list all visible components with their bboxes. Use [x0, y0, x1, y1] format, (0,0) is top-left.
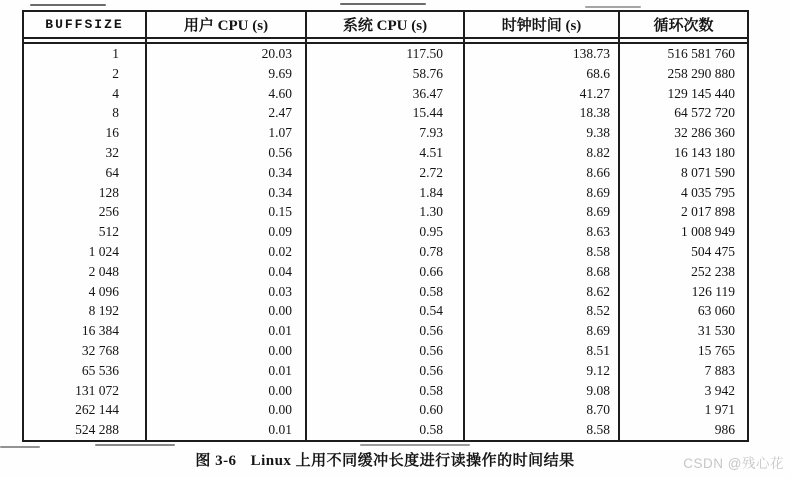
cell-sys_cpu: 0.60 — [306, 400, 464, 420]
cell-buffsize: 128 — [23, 183, 146, 203]
cell-user_cpu: 0.15 — [146, 202, 306, 222]
table-row — [23, 43, 748, 64]
cell-loops: 31 530 — [697, 323, 735, 339]
table-row — [23, 183, 748, 203]
table-row — [23, 262, 748, 282]
cell-user_cpu: 1.07 — [146, 123, 306, 143]
cell-sys_cpu: 4.51 — [306, 143, 464, 163]
cell-buffsize: 4 096 — [23, 282, 146, 302]
cell-loops: 4 035 795 — [681, 184, 735, 200]
cell-sys_cpu: 15.44 — [306, 103, 464, 123]
cell-buffsize: 16 384 — [23, 321, 146, 341]
cell-user_cpu: 0.01 — [146, 321, 306, 341]
cell-loops: 129 145 440 — [667, 85, 735, 101]
cell-user_cpu: 4.60 — [146, 84, 306, 104]
cell-clock_time: 8.68 — [464, 262, 619, 282]
cell-clock_time: 8.58 — [464, 242, 619, 262]
cell-user_cpu: 0.02 — [146, 242, 306, 262]
cell-clock_time: 9.08 — [464, 381, 619, 401]
table-row — [23, 143, 748, 163]
cell-sys_cpu: 1.84 — [306, 183, 464, 203]
cell-sys_cpu: 0.56 — [306, 361, 464, 381]
cell-sys_cpu: 0.78 — [306, 242, 464, 262]
cell-loops: 64 572 720 — [674, 105, 735, 121]
cell-buffsize: 512 — [23, 222, 146, 242]
cell-sys_cpu: 0.58 — [306, 420, 464, 441]
table-row — [23, 341, 748, 361]
cell-sys_cpu: 0.58 — [306, 381, 464, 401]
cell-user_cpu: 0.00 — [146, 381, 306, 401]
table-row — [23, 242, 748, 262]
cell-loops: 516 581 760 — [667, 46, 735, 61]
cell-user_cpu: 0.56 — [146, 143, 306, 163]
cell-clock_time: 9.38 — [464, 123, 619, 143]
cell-clock_time: 8.66 — [464, 163, 619, 183]
cell-loops: 2 017 898 — [681, 204, 735, 220]
cell-clock_time: 8.69 — [464, 183, 619, 203]
table-row — [23, 420, 748, 441]
cell-user_cpu: 0.01 — [146, 420, 306, 441]
cell-clock_time: 8.82 — [464, 143, 619, 163]
table-row — [23, 321, 748, 341]
cell-buffsize: 8 192 — [23, 301, 146, 321]
cell-user_cpu: 0.00 — [146, 341, 306, 361]
cell-buffsize: 256 — [23, 202, 146, 222]
cell-buffsize: 524 288 — [23, 420, 146, 441]
cell-sys_cpu: 2.72 — [306, 163, 464, 183]
table-row — [23, 400, 748, 420]
cell-clock_time: 68.6 — [464, 64, 619, 84]
table-row — [23, 301, 748, 321]
cell-clock_time: 8.63 — [464, 222, 619, 242]
cell-buffsize: 131 072 — [23, 381, 146, 401]
cell-sys_cpu: 0.54 — [306, 301, 464, 321]
cell-clock_time: 8.51 — [464, 341, 619, 361]
caption-text: Linux 上用不同缓冲长度进行读操作的时间结果 — [250, 453, 575, 469]
cell-user_cpu: 0.09 — [146, 222, 306, 242]
table-row — [23, 163, 748, 183]
cell-buffsize: 262 144 — [23, 400, 146, 420]
cell-loops: 8 071 590 — [681, 164, 735, 180]
cell-buffsize: 1 024 — [23, 242, 146, 262]
cell-loops: 252 238 — [691, 263, 735, 279]
header-row — [23, 11, 748, 38]
cell-sys_cpu: 0.58 — [306, 282, 464, 302]
cell-user_cpu: 2.47 — [146, 103, 306, 123]
cell-clock_time: 8.62 — [464, 282, 619, 302]
scan-artifact — [30, 4, 106, 6]
cell-buffsize: 65 536 — [23, 361, 146, 381]
cell-buffsize: 4 — [23, 84, 146, 104]
cell-buffsize: 32 — [23, 143, 146, 163]
cell-user_cpu: 20.03 — [146, 43, 306, 64]
table-row — [23, 103, 748, 123]
table-row — [23, 282, 748, 302]
cell-sys_cpu: 0.56 — [306, 341, 464, 361]
cell-buffsize: 32 768 — [23, 341, 146, 361]
cell-loops: 7 883 — [704, 362, 735, 378]
cell-buffsize: 64 — [23, 163, 146, 183]
cell-user_cpu: 0.34 — [146, 163, 306, 183]
cell-buffsize: 2 048 — [23, 262, 146, 282]
table-row — [23, 361, 748, 381]
col-header-clock-time: 时钟时间 (s) — [464, 11, 619, 38]
cell-loops: 63 060 — [697, 303, 735, 319]
cell-user_cpu: 9.69 — [146, 64, 306, 84]
col-header-sys-cpu: 系统 CPU (s) — [306, 11, 464, 38]
timing-results-table-container — [22, 10, 747, 442]
cell-user_cpu: 0.34 — [146, 183, 306, 203]
table-row — [23, 123, 748, 143]
cell-loops: 15 765 — [697, 342, 735, 358]
cell-user_cpu: 0.01 — [146, 361, 306, 381]
cell-clock_time: 8.69 — [464, 202, 619, 222]
table-row — [23, 222, 748, 242]
table-row — [23, 202, 748, 222]
scan-artifact — [585, 6, 641, 8]
scan-artifact — [360, 444, 470, 446]
cell-buffsize: 16 — [23, 123, 146, 143]
cell-sys_cpu: 0.95 — [306, 222, 464, 242]
cell-loops: 1 008 949 — [681, 224, 735, 240]
csdn-watermark: CSDN @残心花 — [683, 456, 784, 471]
cell-clock_time: 18.38 — [464, 103, 619, 123]
cell-loops: 258 290 880 — [667, 65, 735, 81]
cell-clock_time: 9.12 — [464, 361, 619, 381]
col-header-buffsize: BUFFSIZE — [23, 11, 146, 38]
cell-clock_time: 138.73 — [464, 43, 619, 64]
cell-sys_cpu: 1.30 — [306, 202, 464, 222]
figure-label: 图 3-6 — [195, 453, 237, 469]
cell-user_cpu: 0.03 — [146, 282, 306, 302]
cell-sys_cpu: 117.50 — [306, 43, 464, 64]
cell-sys_cpu: 36.47 — [306, 84, 464, 104]
cell-user_cpu: 0.00 — [146, 301, 306, 321]
cell-sys_cpu: 0.66 — [306, 262, 464, 282]
cell-loops: 126 119 — [691, 283, 735, 299]
cell-sys_cpu: 58.76 — [306, 64, 464, 84]
cell-user_cpu: 0.04 — [146, 262, 306, 282]
cell-clock_time: 8.70 — [464, 400, 619, 420]
table-row — [23, 64, 748, 84]
cell-user_cpu: 0.00 — [146, 400, 306, 420]
cell-sys_cpu: 0.56 — [306, 321, 464, 341]
figure-caption — [0, 449, 770, 470]
cell-clock_time: 41.27 — [464, 84, 619, 104]
col-header-loop-count: 循环次数 — [619, 11, 748, 38]
scan-artifact — [0, 446, 40, 448]
cell-loops: 504 475 — [691, 243, 735, 259]
table-body — [23, 43, 748, 441]
table-row — [23, 381, 748, 401]
cell-loops: 3 942 — [704, 382, 735, 398]
scan-artifact — [340, 3, 426, 5]
cell-buffsize: 2 — [23, 64, 146, 84]
cell-sys_cpu: 7.93 — [306, 123, 464, 143]
timing-results-table — [22, 10, 749, 442]
cell-clock_time: 8.69 — [464, 321, 619, 341]
cell-loops: 1 971 — [704, 402, 735, 418]
cell-buffsize: 1 — [23, 43, 146, 64]
col-header-user-cpu: 用户 CPU (s) — [146, 11, 306, 38]
table-row — [23, 84, 748, 104]
scan-artifact — [95, 444, 175, 446]
cell-buffsize: 8 — [23, 103, 146, 123]
cell-clock_time: 8.58 — [464, 420, 619, 441]
cell-loops: 16 143 180 — [674, 144, 735, 160]
cell-loops: 32 286 360 — [674, 125, 735, 141]
cell-loops: 986 — [714, 422, 735, 438]
cell-clock_time: 8.52 — [464, 301, 619, 321]
